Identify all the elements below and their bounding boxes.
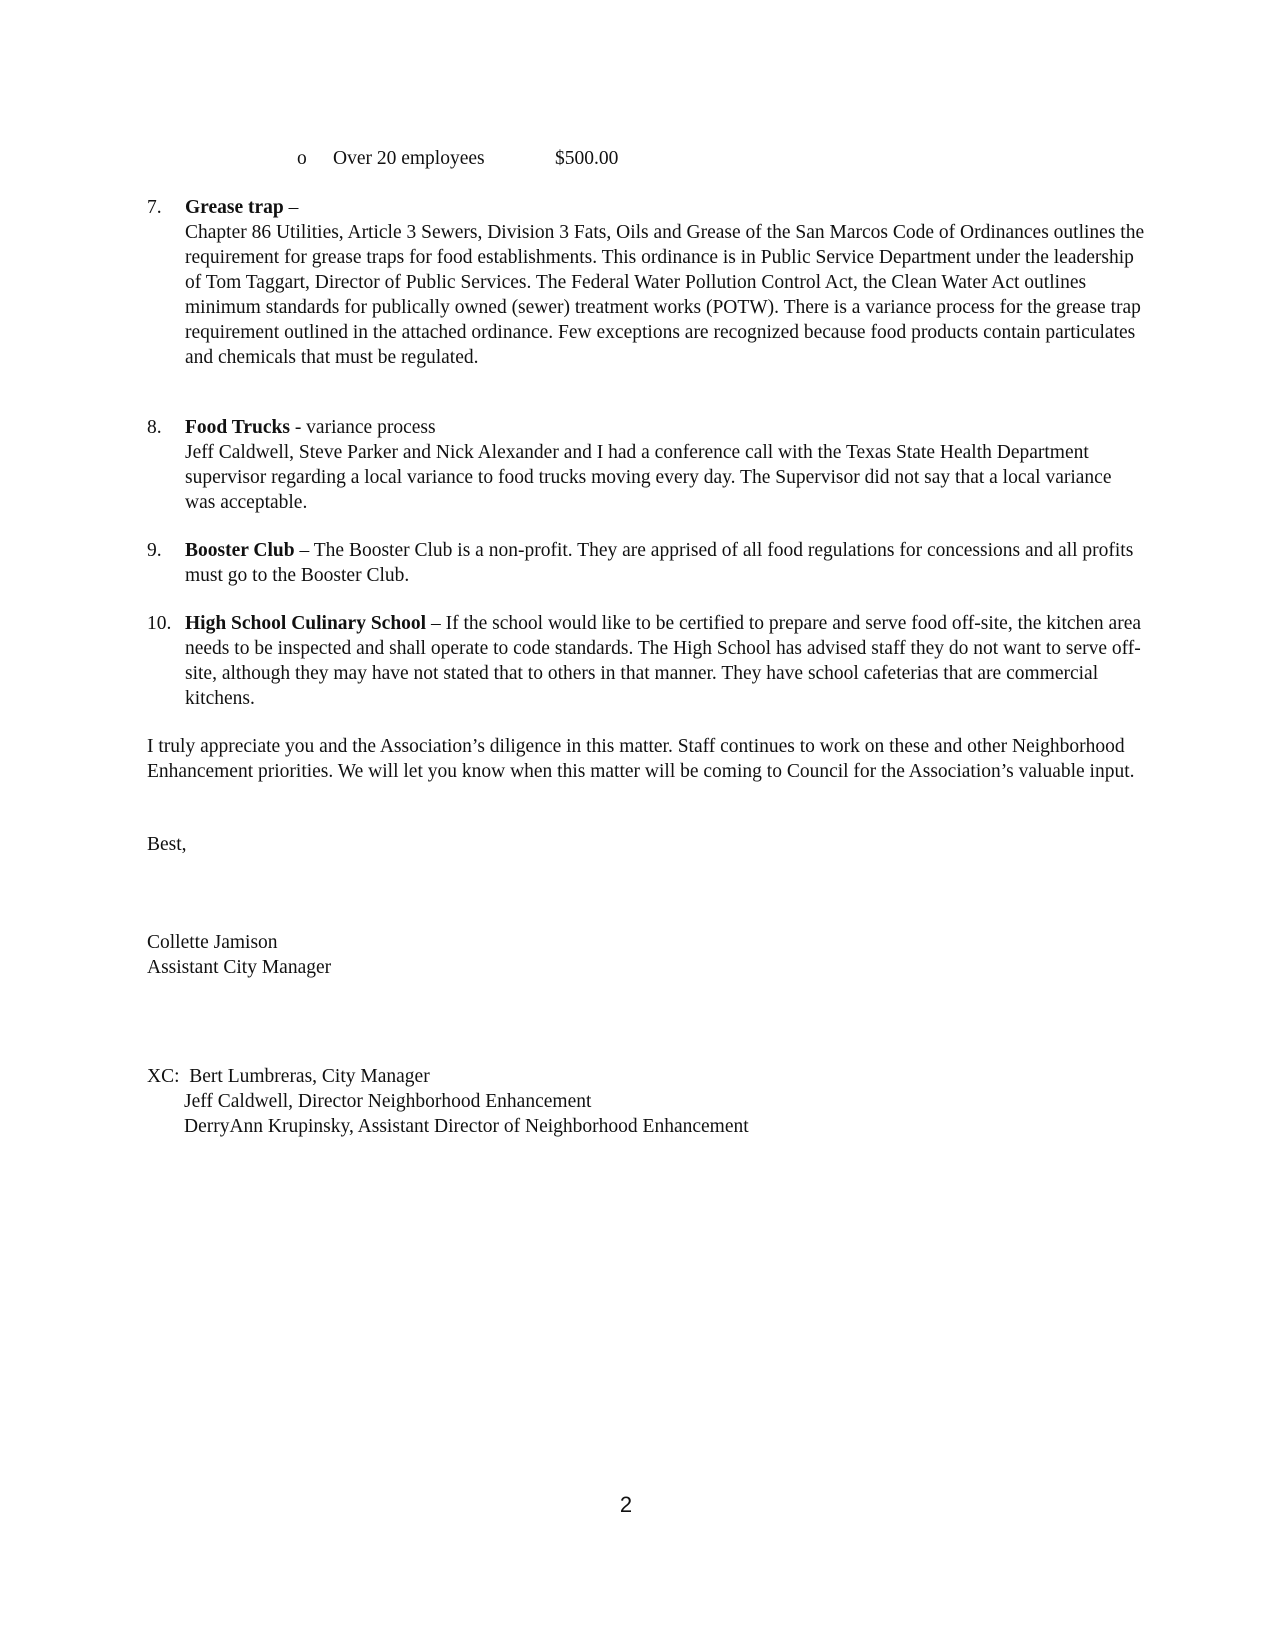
item-heading xyxy=(185,415,1145,440)
fee-amount: $500.00 xyxy=(555,148,619,169)
signature-name: Collette Jamison xyxy=(147,932,278,953)
xc-recipient: DerryAnn Krupinsky, Assistant Director of Neighborhood Enhancement xyxy=(184,1116,749,1137)
salutation: Best, xyxy=(147,834,187,855)
item-text: – If the school would like to be certified to prepare and serve food off-site, the kitchen area needs to be inspected and shall operate to code standards. The High School has advised staff they do not want to serve off-site, although they may have not stated that to others in that manner. They have school cafeterias that are commercial kitchens. xyxy=(185,613,1142,709)
item-heading xyxy=(185,538,1145,588)
list-item-culinary-school xyxy=(147,611,1147,711)
xc-recipient: Bert Lumbreras, City Manager xyxy=(189,1066,430,1087)
xc-label: XC: xyxy=(147,1066,180,1087)
item-title: High School Culinary School xyxy=(185,613,427,634)
item-title: Food Trucks xyxy=(185,417,290,438)
closing-paragraph: I truly appreciate you and the Association’s diligence in this matter. Staff continues to work on these and other Neighborhood Enhancement priorities. We will let you know when this matter will be coming to Council for the Association’s valuable input. xyxy=(147,736,1135,782)
list-item-grease-trap xyxy=(147,195,1147,370)
item-text: – The Booster Club is a non-profit. They are apprised of all food regulations for concessions and all profits must go to the Booster Club. xyxy=(185,540,1134,586)
item-number: 7. xyxy=(147,197,162,218)
item-number: 9. xyxy=(147,540,162,561)
list-item-booster-club xyxy=(147,538,1147,588)
signature-title: Assistant City Manager xyxy=(147,957,332,978)
carbon-copy-block xyxy=(147,1064,749,1139)
item-separator: – xyxy=(283,197,299,218)
fee-tier-label: Over 20 employees xyxy=(333,148,485,169)
xc-recipient: Jeff Caldwell, Director Neighborhood Enhancement xyxy=(184,1091,592,1112)
item-number: 10. xyxy=(147,613,172,634)
item-text: Jeff Caldwell, Steve Parker and Nick Alexander and I had a conference call with the Texas State Health Department supervisor regarding a local variance to food trucks moving every day. The Supervisor did not say that a local variance was acceptable. xyxy=(185,442,1112,513)
item-text: Chapter 86 Utilities, Article 3 Sewers, Division 3 Fats, Oils and Grease of the San Marcos Code of Ordinances outlines the requirement for grease traps for food establishments. This ordinance is in Public Service Department under the leadership of Tom Taggart, Director of Public Services. The Federal Water Pollution Control Act, the Clean Water Act outlines minimum standards for publically owned (sewer) treatment works (POTW). There is a variance process for the grease trap requirement outlined in the attached ordinance. Few exceptions are recognized because food products contain particulates and chemicals that must be regulated. xyxy=(185,222,1145,368)
item-heading xyxy=(185,195,1145,220)
item-heading xyxy=(185,611,1145,711)
bullet-mark: o xyxy=(297,148,307,169)
page-number: 2 xyxy=(619,1492,633,1517)
item-number: 8. xyxy=(147,417,162,438)
item-title: Grease trap xyxy=(185,197,284,218)
item-title: Booster Club xyxy=(185,540,295,561)
list-item-food-trucks xyxy=(147,415,1147,515)
xc-line-1 xyxy=(147,1064,749,1089)
item-separator: - variance process xyxy=(289,417,436,438)
